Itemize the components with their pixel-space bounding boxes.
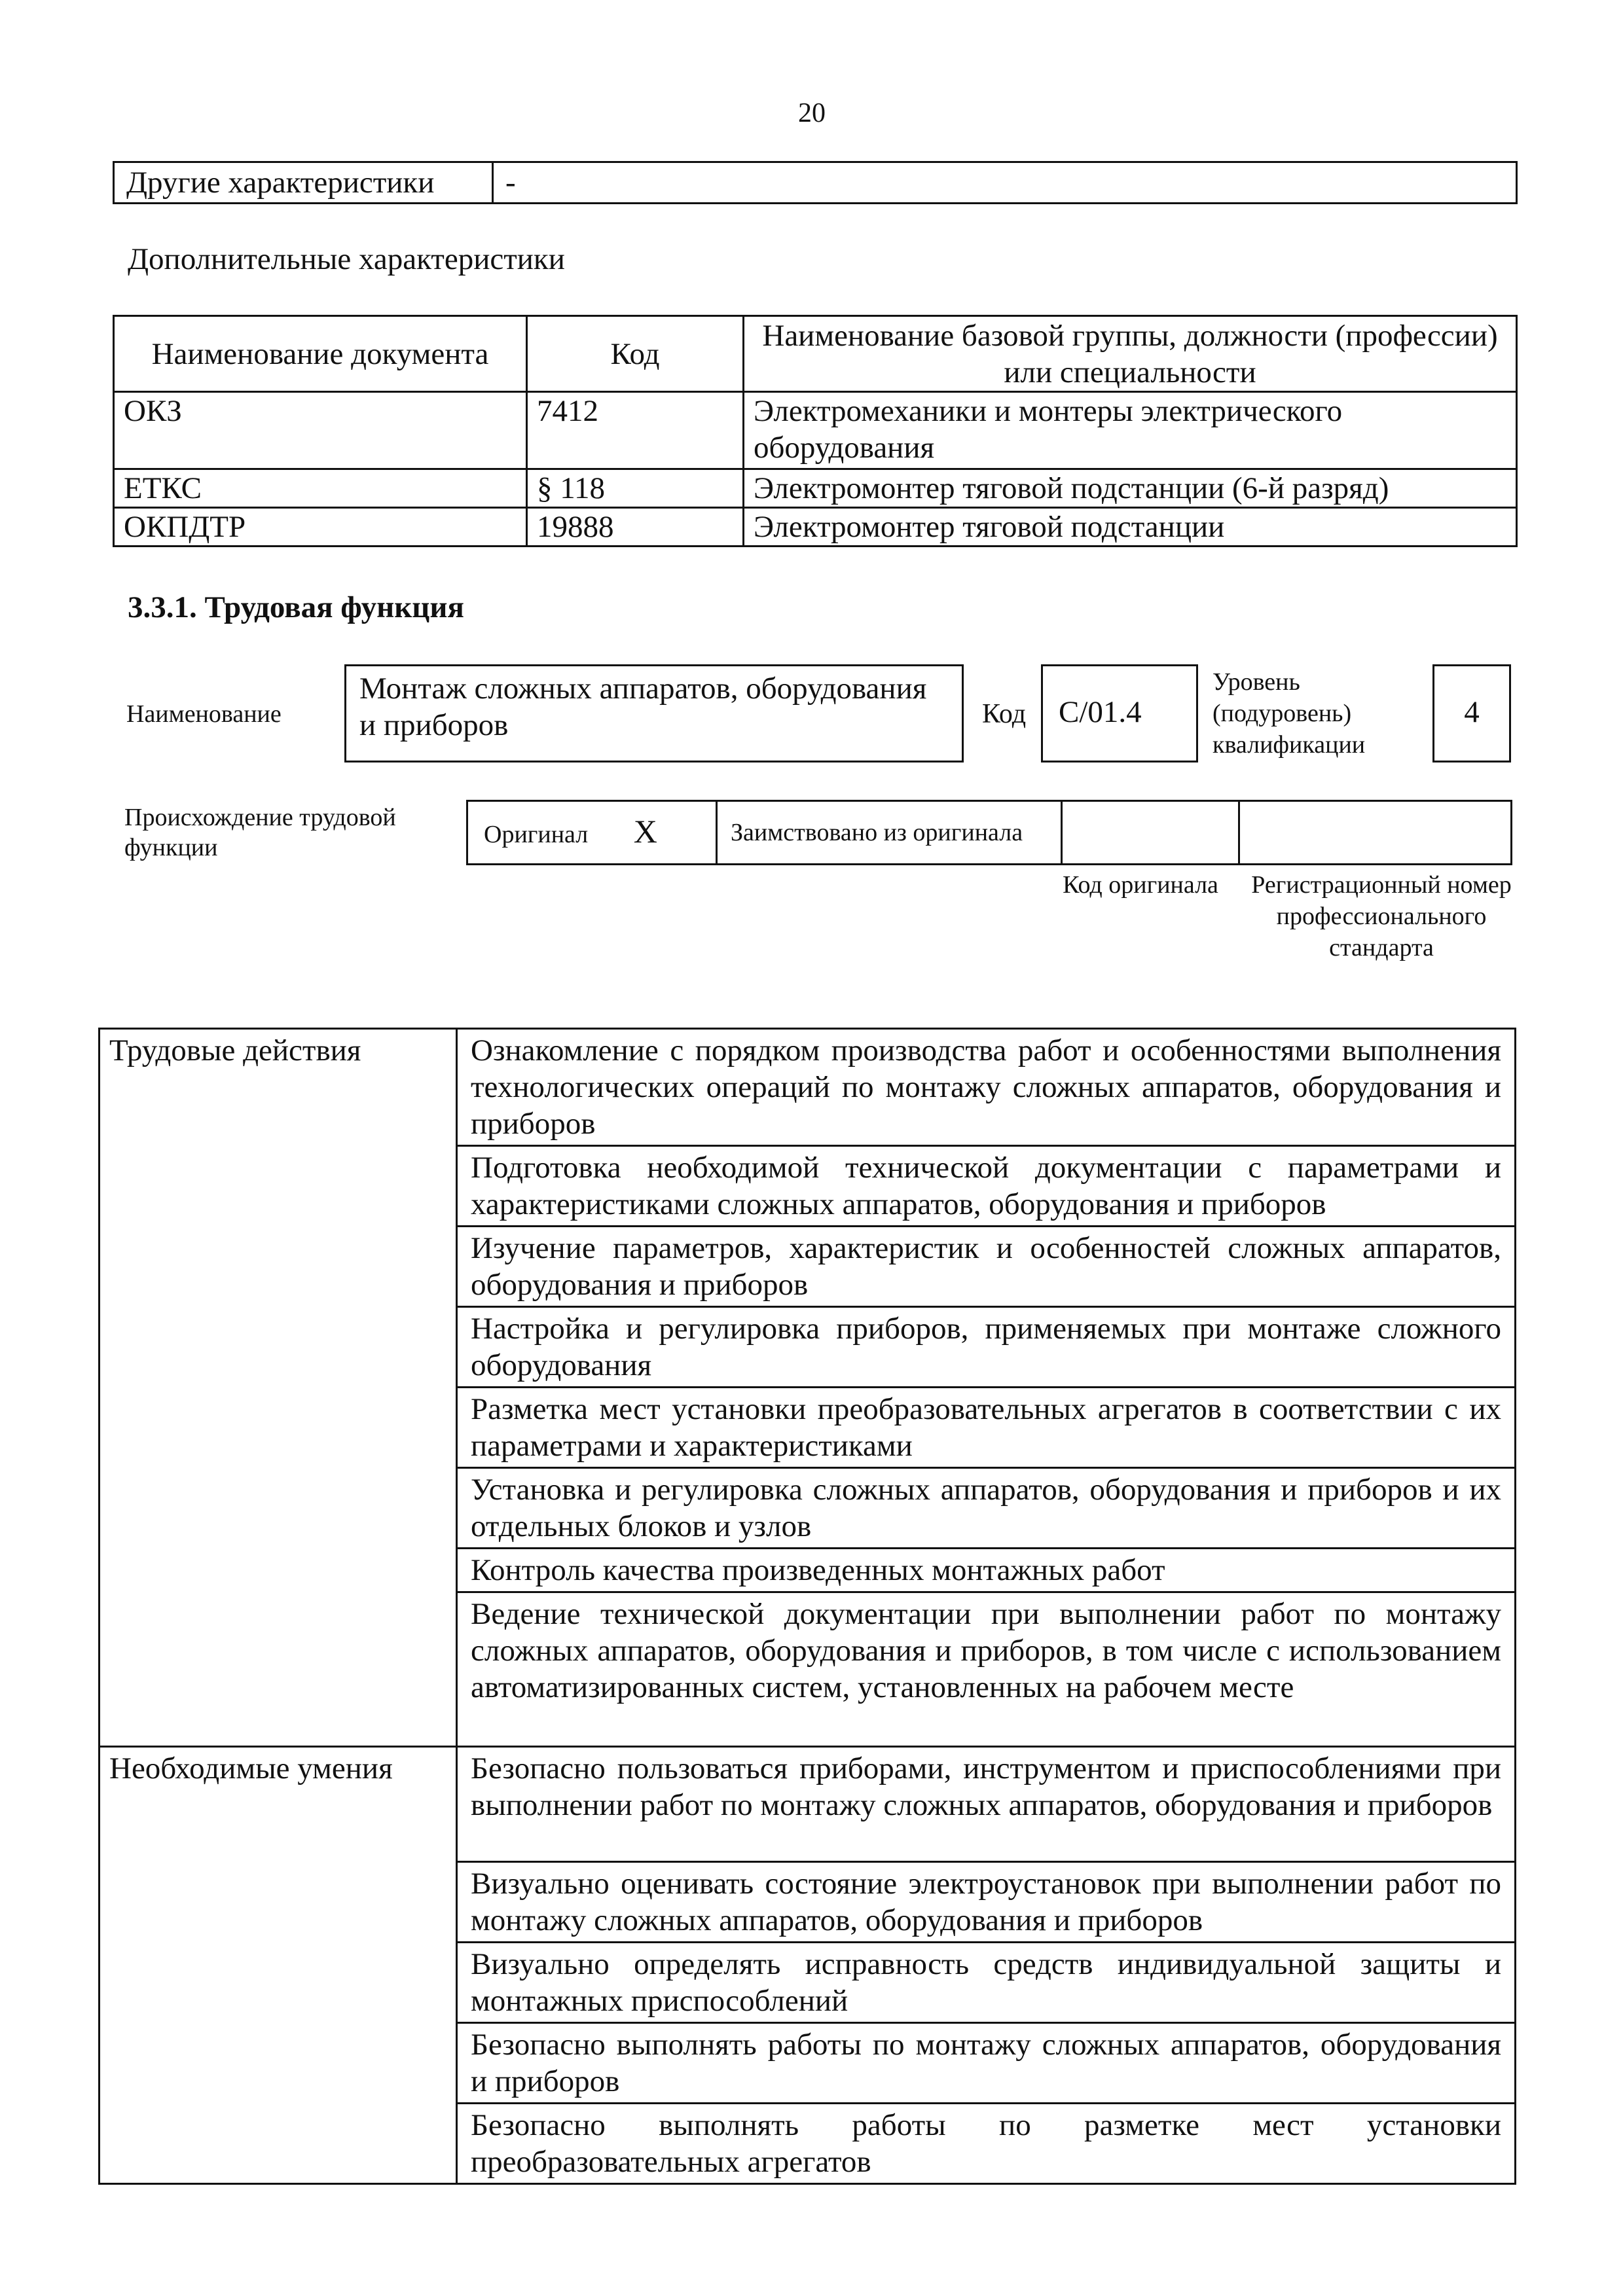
skills-label: Необходимые умения (100, 1747, 457, 2184)
level-value: 4 (1464, 695, 1480, 729)
actions-label: Трудовые действия (100, 1029, 457, 1747)
cell-code: § 118 (527, 469, 744, 508)
origin-borrowed-cell (717, 801, 1062, 865)
function-name-box (344, 664, 964, 762)
cell-code: 19888 (527, 508, 744, 547)
function-name-label: Наименование (126, 700, 282, 728)
skill-item: Визуально определять исправность средств индивидуальной защиты и монтажных приспособлений (457, 1943, 1516, 2023)
function-name: Монтаж сложных аппаратов, оборудования и приборов (359, 672, 927, 742)
cell-doc: ОКПДТР (114, 508, 527, 547)
level-label: Уровень (подуровень) квалификации (1213, 668, 1366, 759)
action-item: Настройка и регулировка приборов, применяемых при монтаже сложного оборудования (457, 1307, 1516, 1388)
action-item: Установка и регулировка сложных аппаратов, оборудования и приборов и их отдельных блоков и узлов (457, 1468, 1516, 1549)
function-code-box (1041, 664, 1198, 762)
header-doc: Наименование документа (114, 316, 527, 392)
skill-item: Безопасно пользоваться приборами, инструментом и приспособлениями при выполнении работ по монтажу сложных аппаратов, оборудования и приборов (457, 1747, 1516, 1862)
page-number: 20 (798, 98, 826, 128)
origin-code-cell (1062, 801, 1239, 865)
duties-table (98, 1028, 1516, 2185)
header-group: Наименование базовой группы, должности (профессии) или специальности (744, 316, 1517, 392)
skill-item: Безопасно выполнять работы по разметке мест установки преобразовательных агрегатов (457, 2104, 1516, 2184)
table-row (100, 1747, 1516, 1862)
action-item: Подготовка необходимой технической документации с параметрами и характеристиками сложных аппаратов, оборудования и приборов (457, 1146, 1516, 1227)
other-characteristics-label: Другие характеристики (114, 162, 493, 204)
additional-title: Дополнительные характеристики (128, 242, 565, 276)
cell-group: Электромонтер тяговой подстанции (744, 508, 1517, 547)
origin-reg-cell (1239, 801, 1512, 865)
cell-code: 7412 (527, 392, 744, 469)
function-heading: 3.3.1. Трудовая функция (128, 590, 464, 624)
action-item: Ведение технической документации при выполнении работ по монтажу сложных аппаратов, оборудования и приборов, в том числе с использованием автоматизированных систем, установленных на рабочем месте (457, 1592, 1516, 1747)
table-row (114, 508, 1517, 547)
origin-table (466, 800, 1512, 865)
origin-original-label: Оригинал (484, 820, 589, 848)
cell-doc: ЕТКС (114, 469, 527, 508)
origin-borrowed-label: Заимствовано из оригинала (731, 819, 1023, 846)
header-code: Код (527, 316, 744, 392)
table-row (114, 392, 1517, 469)
cell-group: Электромеханики и монтеры электрического оборудования (744, 392, 1517, 469)
origin-code-caption: Код оригинала (1063, 871, 1218, 899)
cell-doc: ОКЗ (114, 392, 527, 469)
origin-reg-caption: Регистрационный номер профессионального стандарта (1251, 871, 1512, 961)
action-item: Контроль качества произведенных монтажных работ (457, 1549, 1516, 1592)
origin-original-mark: X (633, 812, 657, 850)
table-row (114, 469, 1517, 508)
table-row (100, 1029, 1516, 1146)
skill-item: Визуально оценивать состояние электроустановок при выполнении работ по монтажу сложных аппаратов, оборудования и приборов (457, 1862, 1516, 1943)
other-characteristics-table (113, 161, 1518, 204)
cell-group: Электромонтер тяговой подстанции (6-й разряд) (744, 469, 1517, 508)
skill-item: Безопасно выполнять работы по монтажу сложных аппаратов, оборудования и приборов (457, 2023, 1516, 2104)
additional-table (113, 315, 1518, 547)
function-code: C/01.4 (1059, 695, 1142, 729)
other-characteristics-value: - (493, 162, 1517, 204)
action-item: Изучение параметров, характеристик и особенностей сложных аппаратов, оборудования и приборов (457, 1227, 1516, 1307)
action-item: Разметка мест установки преобразовательных агрегатов в соответствии с их параметрами и характеристиками (457, 1388, 1516, 1468)
action-item: Ознакомление с порядком производства работ и особенностями выполнения технологических операций по монтажу сложных аппаратов, оборудования и приборов (457, 1029, 1516, 1146)
origin-original-cell (467, 801, 717, 865)
origin-label: Происхождение трудовой функции (124, 804, 396, 861)
table-header-row (114, 316, 1517, 392)
function-code-label: Код (982, 699, 1027, 729)
level-box (1432, 664, 1511, 762)
